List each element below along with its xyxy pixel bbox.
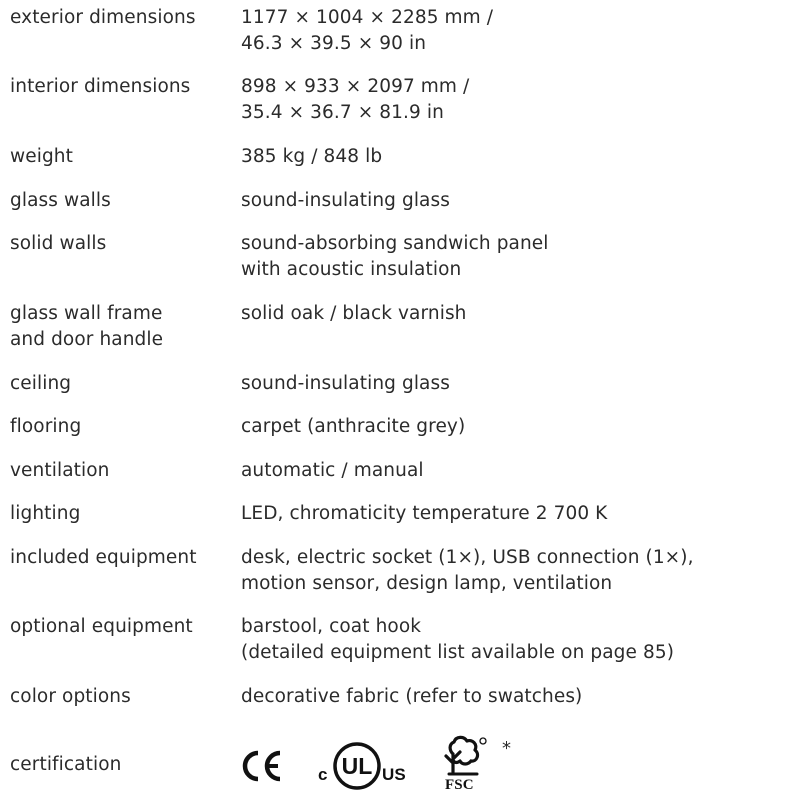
- spec-value-line: automatic / manual: [241, 460, 424, 481]
- certification-logos: [241, 732, 541, 796]
- spec-value-line: motion sensor, design lamp, ventilation: [241, 573, 613, 594]
- fsc-text: FSC: [445, 777, 474, 793]
- spec-label: [10, 414, 235, 440]
- spec-label: [10, 144, 235, 170]
- spec-label: [10, 371, 235, 397]
- fsc-tree-icon: [439, 732, 499, 796]
- spec-value: [241, 371, 791, 397]
- spec-value-line: LED, chromaticity temperature 2 700 K: [241, 503, 608, 524]
- spec-label-line: and door handle: [10, 329, 164, 350]
- spec-value-line: 46.3 × 39.5 × 90 in: [241, 33, 427, 54]
- spec-value: [241, 5, 791, 57]
- spec-label-line: exterior dimensions: [10, 7, 196, 28]
- spec-value-line: 35.4 × 36.7 × 81.9 in: [241, 102, 444, 123]
- spec-label: [10, 545, 235, 571]
- spec-label-line: weight: [10, 146, 73, 167]
- spec-value-line: with acoustic insulation: [241, 259, 462, 280]
- spec-value: [241, 501, 791, 527]
- spec-label-line: certification: [10, 754, 122, 775]
- spec-value: [241, 414, 791, 440]
- spec-value-line: sound-absorbing sandwich panel: [241, 233, 549, 254]
- spec-label-line: interior dimensions: [10, 76, 191, 97]
- spec-value-line: carpet (anthracite grey): [241, 416, 466, 437]
- ce-mark-icon: [241, 750, 283, 782]
- ul-mark: UL: [341, 753, 373, 779]
- spec-value-line: sound-insulating glass: [241, 190, 450, 211]
- spec-value: [241, 74, 791, 126]
- spec-value: [241, 684, 791, 710]
- spec-label-line: optional equipment: [10, 616, 193, 637]
- spec-label: [10, 501, 235, 527]
- spec-label-line: color options: [10, 686, 131, 707]
- spec-label-line: lighting: [10, 503, 81, 524]
- ul-listed-icon: [315, 738, 411, 794]
- spec-value-line: solid oak / black varnish: [241, 303, 467, 324]
- spec-value-line: (detailed equipment list available on page 85): [241, 642, 675, 663]
- spec-label-certification: [10, 752, 235, 778]
- spec-value: [241, 301, 791, 327]
- spec-label: [10, 231, 235, 257]
- spec-value: [241, 614, 791, 666]
- spec-label: [10, 458, 235, 484]
- spec-label-line: solid walls: [10, 233, 107, 254]
- spec-label-line: ventilation: [10, 460, 110, 481]
- spec-label: [10, 301, 235, 353]
- spec-value-line: sound-insulating glass: [241, 373, 450, 394]
- spec-label-line: ceiling: [10, 373, 72, 394]
- spec-value: [241, 545, 791, 597]
- spec-label: [10, 188, 235, 214]
- certification-footnote-marker: *: [502, 738, 512, 759]
- spec-value-line: 385 kg / 848 lb: [241, 146, 383, 167]
- spec-value: [241, 458, 791, 484]
- spec-value: [241, 188, 791, 214]
- spec-label-line: included equipment: [10, 547, 197, 568]
- spec-label: [10, 74, 235, 100]
- spec-value: [241, 144, 791, 170]
- spec-value-line: 1177 × 1004 × 2285 mm /: [241, 7, 494, 28]
- spec-value-line: desk, electric socket (1×), USB connection (1×),: [241, 547, 694, 568]
- ul-suffix: US: [382, 765, 406, 784]
- spec-label-line: glass walls: [10, 190, 111, 211]
- spec-value-line: 898 × 933 × 2097 mm /: [241, 76, 470, 97]
- spec-label-line: flooring: [10, 416, 82, 437]
- spec-label: [10, 684, 235, 710]
- spec-label: [10, 614, 235, 640]
- spec-value-line: decorative fabric (refer to swatches): [241, 686, 583, 707]
- ul-prefix: c: [318, 765, 328, 784]
- spec-value-line: barstool, coat hook: [241, 616, 422, 637]
- spec-label: [10, 5, 235, 31]
- spec-value: [241, 231, 791, 283]
- spec-label-line: glass wall frame: [10, 303, 163, 324]
